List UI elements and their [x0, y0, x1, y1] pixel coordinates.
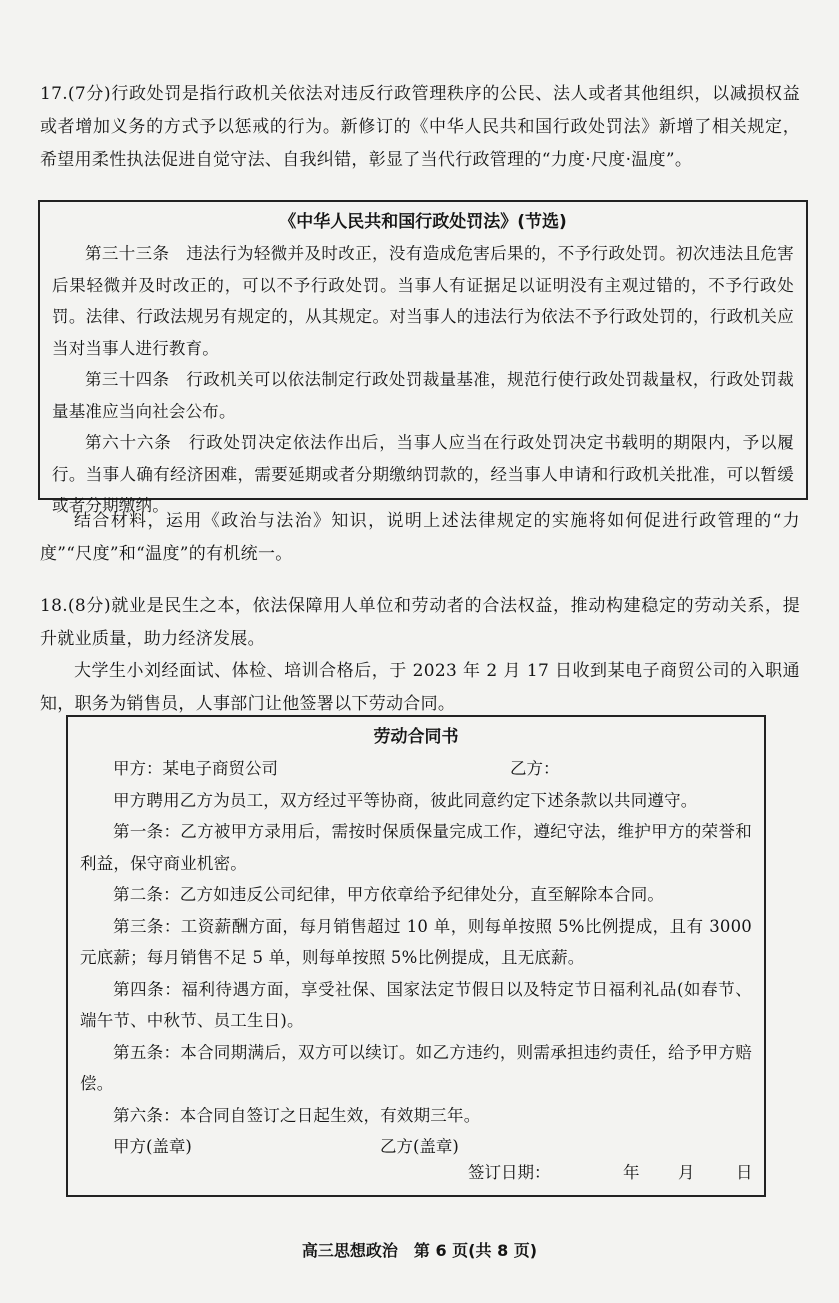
- page-footer: 高三思想政治 第 6 页(共 8 页): [301, 1241, 538, 1260]
- law-article-34: 第三十四条 行政机关可以依法制定行政处罚裁量基准，规范行使行政处罚裁量权，行政处罚裁量基准应当向社会公布。: [52, 370, 794, 421]
- contract-title: 劳动合同书: [373, 727, 459, 747]
- contract-clause-1: 第一条：乙方被甲方录用后，需按时保质保量完成工作，遵纪守法，维护甲方的荣誉和利益，保守商业机密。: [80, 822, 752, 873]
- party-a: 甲方：某电子商贸公司: [113, 759, 278, 778]
- labor-contract-box: [66, 715, 766, 1197]
- date-day: 日: [736, 1163, 753, 1182]
- signing-date-label: 签订日期：: [468, 1163, 551, 1182]
- q17-question: 结合材料，运用《政治与法治》知识，说明上述法律规定的实施将如何促进行政管理的“力度”“尺度”和“温度”的有机统一。: [40, 511, 800, 564]
- date-year: 年: [623, 1163, 640, 1182]
- date-month: 月: [678, 1163, 695, 1182]
- contract-clause-5: 第五条：本合同期满后，双方可以续订。如乙方违约，则需承担违约责任，给予甲方赔偿。: [80, 1042, 752, 1093]
- contract-clause-4: 第四条：福利待遇方面，享受社保、国家法定节假日以及特定节日福利礼品(如春节、端午节、中秋节、员工生日)。: [80, 979, 752, 1030]
- q17-intro: 17.(7分)行政处罚是指行政机关依法对违反行政管理秩序的公民、法人或者其他组织，以减损权益或者增加义务的方式予以惩戒的行为。新修订的《中华人民共和国行政处罚法》新增了相关规定，希望用柔性执法促进自觉守法、自我纠错，彰显了当代行政管理的“力度·尺度·温度”。: [40, 84, 800, 170]
- contract-clause-3: 第三条：工资薪酬方面，每月销售超过 10 单，则每单按照 5%比例提成，且有 3000 元底薪；每月销售不足 5 单，则每单按照 5%比例提成，且无底薪。: [80, 916, 752, 967]
- q18-intro: 18.(8分)就业是民生之本，依法保障用人单位和劳动者的合法权益，推动构建稳定的劳动关系，提升就业质量，助力经济发展。: [40, 596, 800, 649]
- seal-party-a: 甲方(盖章): [113, 1137, 192, 1156]
- law-article-33: 第三十三条 违法行为轻微并及时改正，没有造成危害后果的，不予行政处罚。初次违法且危害后果轻微并及时改正的，可以不予行政处罚。当事人有证据足以证明没有主观过错的，不予行政处罚。法律、行政法规另有规定的，从其规定。对当事人的违法行为依法不予行政处罚的，行政机关应当对当事人进行教育。: [52, 244, 794, 358]
- contract-clause-2: 第二条：乙方如违反公司纪律，甲方依章给予纪律处分，直至解除本合同。: [113, 885, 665, 904]
- law-title: 《中华人民共和国行政处罚法》(节选): [279, 212, 567, 232]
- law-article-66: 第六十六条 行政处罚决定依法作出后，当事人应当在行政处罚决定书载明的期限内，予以履行。当事人确有经济困难，需要延期或者分期缴纳罚款的，经当事人申请和行政机关批准，可以暂缓或者分期缴纳。: [52, 433, 794, 515]
- contract-preamble: 甲方聘用乙方为员工，双方经过平等协商，彼此同意约定下述条款以共同遵守。: [113, 790, 698, 810]
- party-b: 乙方：: [510, 759, 560, 778]
- contract-clause-6: 第六条：本合同自签订之日起生效，有效期三年。: [113, 1105, 481, 1125]
- seal-party-b: 乙方(盖章): [380, 1137, 459, 1156]
- law-excerpt-box: [38, 200, 808, 515]
- signing-date-row: [468, 1157, 758, 1189]
- q18-story: 大学生小刘经面试、体检、培训合格后，于 2023 年 2 月 17 日收到某电子商贸公司的入职通知，职务为销售员，人事部门让他签署以下劳动合同。: [40, 661, 800, 714]
